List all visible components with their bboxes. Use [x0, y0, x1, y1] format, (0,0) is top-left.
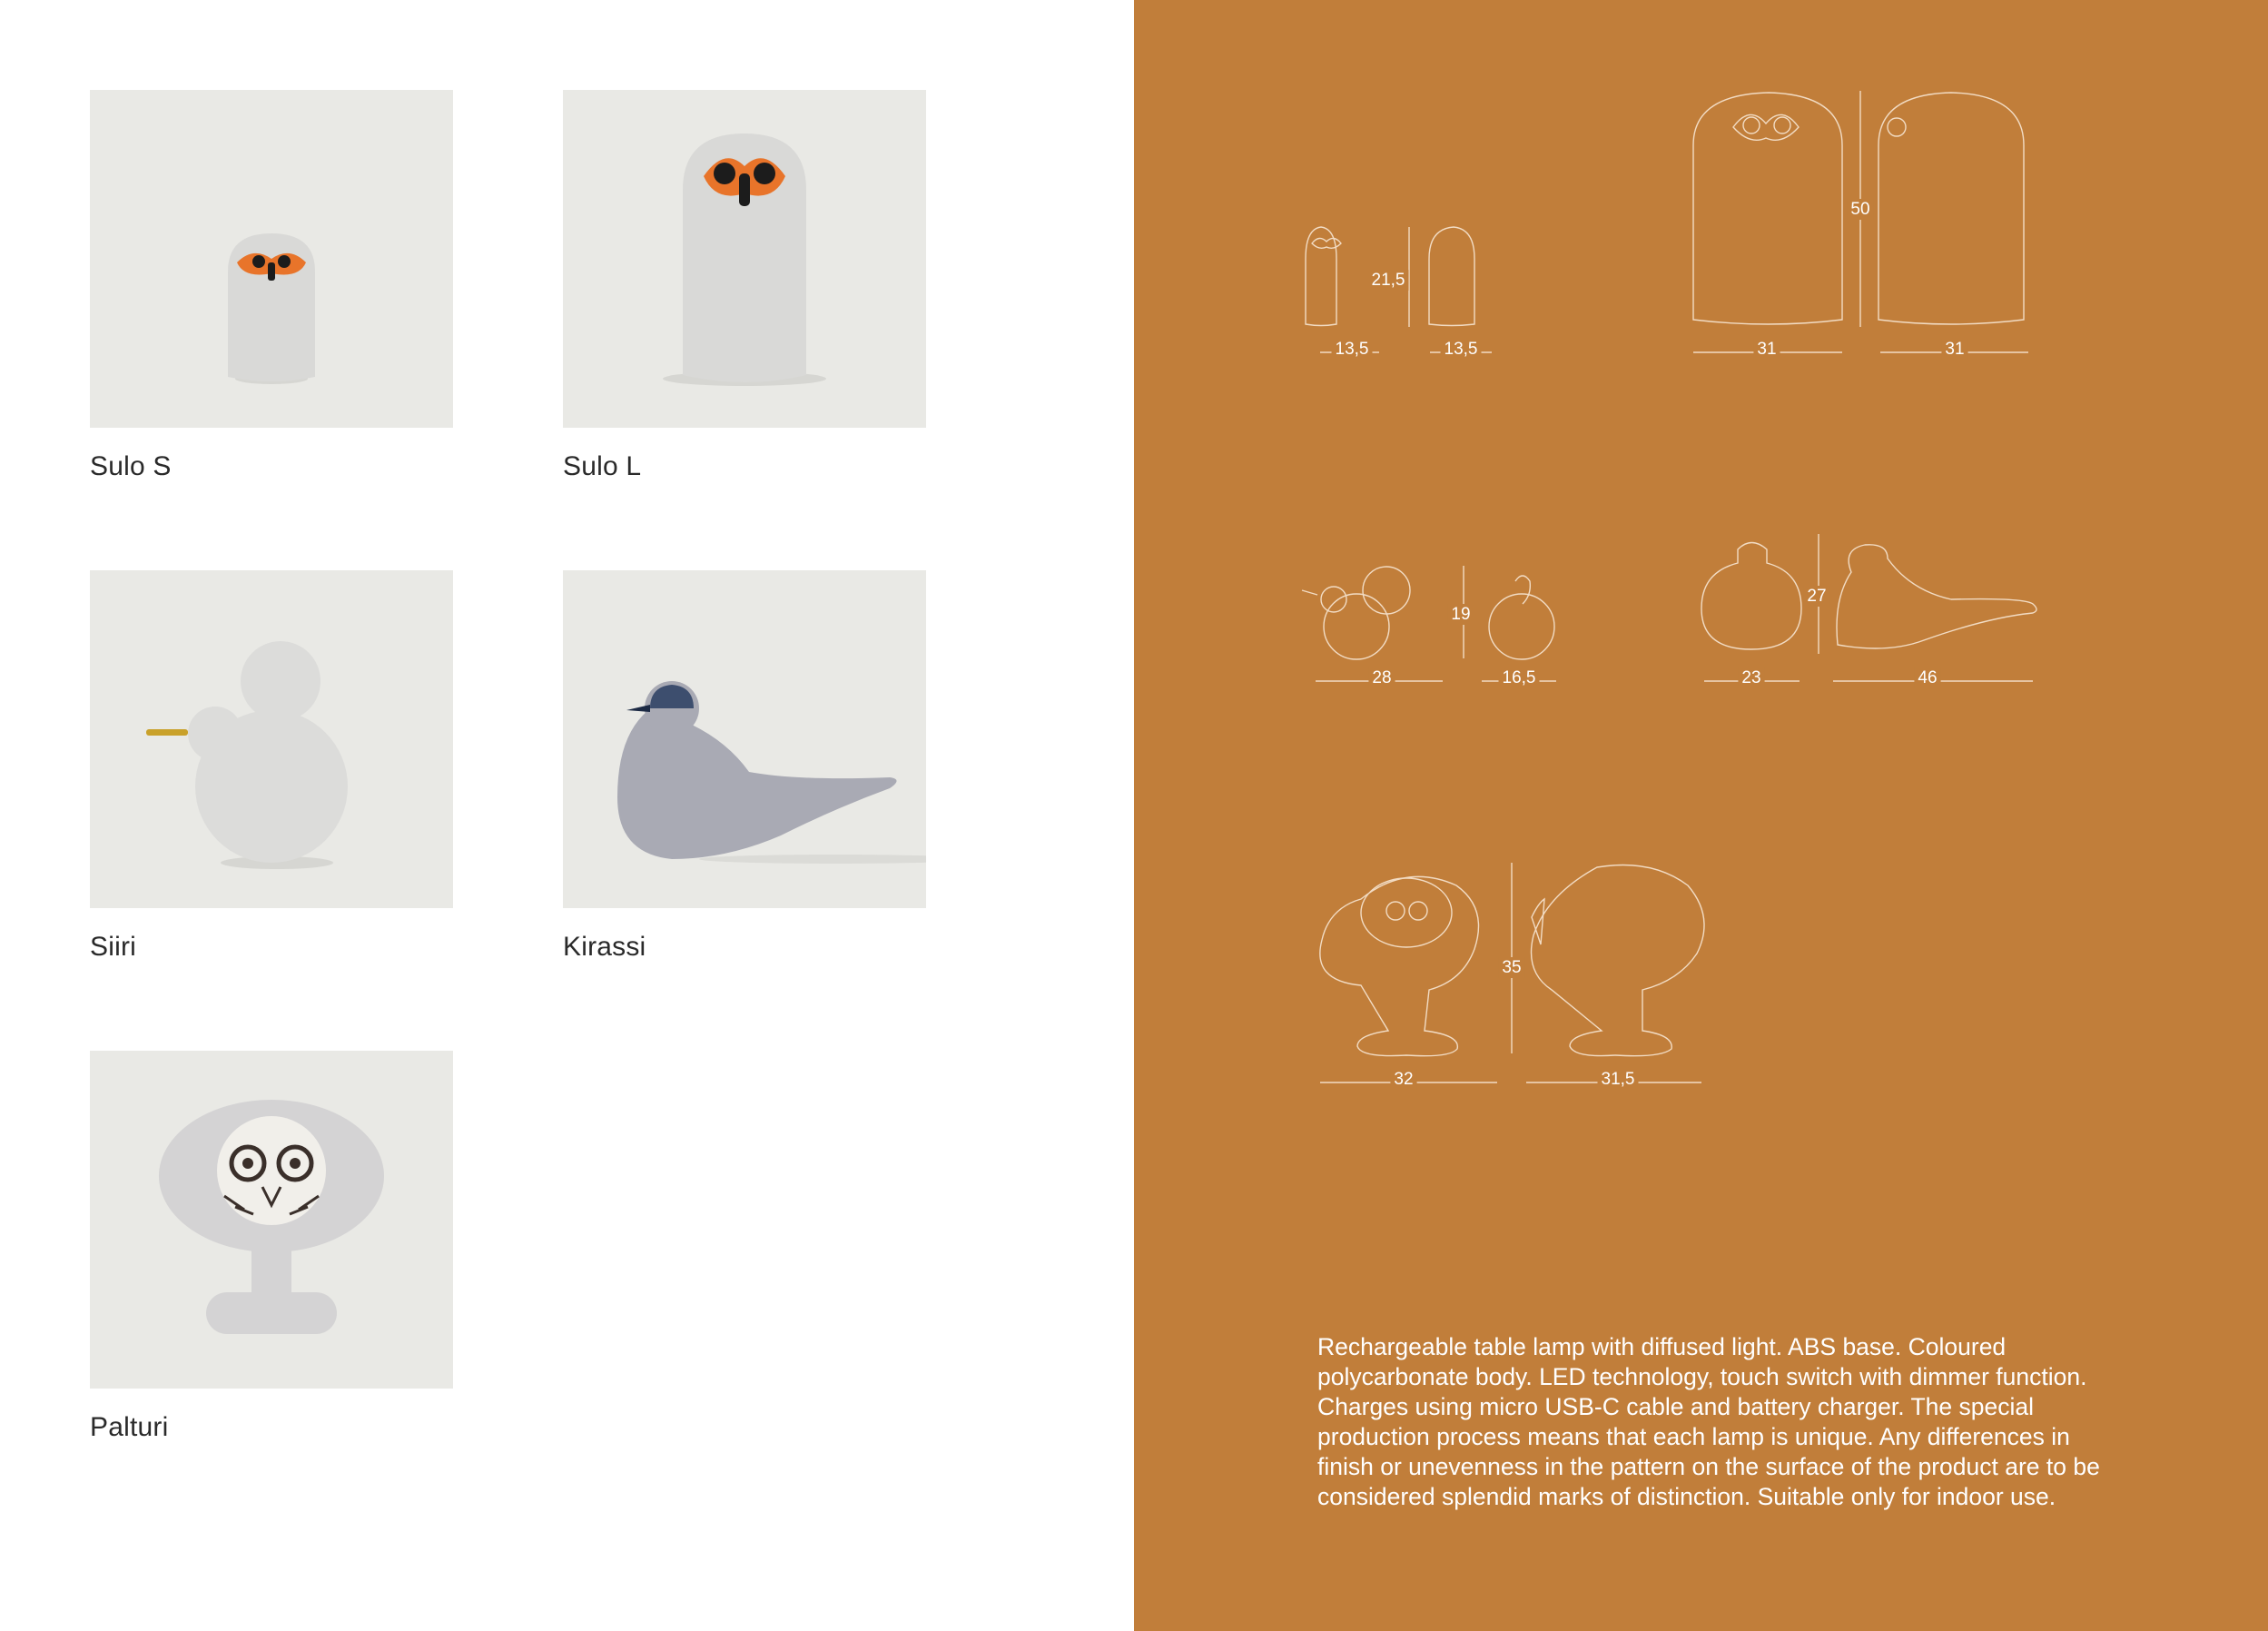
product-photo-palturi[interactable]: [90, 1051, 453, 1389]
product-name-palturi: Palturi: [90, 1412, 169, 1442]
kirassi-image: [563, 570, 926, 908]
kirassi-drawing: [1701, 534, 2036, 688]
siiri-width-front: 28: [1372, 668, 1392, 687]
product-name-kirassi: Kirassi: [563, 932, 646, 962]
siiri-image: [90, 570, 453, 908]
sulo-l-width-side: 31: [1945, 340, 1965, 359]
kirassi-width-side: 46: [1918, 668, 1938, 687]
sulo-s-height: 21,5: [1371, 271, 1405, 290]
sulo-s-image: [90, 90, 453, 428]
siiri-drawing: [1302, 566, 1556, 688]
palturi-drawing: [1320, 863, 1704, 1090]
product-photo-kirassi[interactable]: [563, 570, 926, 908]
kirassi-width-front: 23: [1741, 668, 1761, 687]
sulo-l-image: [563, 90, 926, 428]
siiri-width-side: 16,5: [1502, 668, 1536, 687]
product-photo-sulo-s[interactable]: [90, 90, 453, 428]
palturi-image: [90, 1051, 453, 1389]
product-name-sulo-l: Sulo L: [563, 451, 642, 481]
sulo-s-width-front: 13,5: [1335, 340, 1369, 359]
kirassi-height: 27: [1807, 587, 1827, 606]
product-card-palturi[interactable]: [90, 1051, 453, 1443]
product-card-sulo-s[interactable]: [90, 90, 453, 482]
product-photo-sulo-l[interactable]: [563, 90, 926, 428]
sulo-s-drawing: [1306, 227, 1492, 360]
sulo-l-height: 50: [1850, 200, 1870, 219]
siiri-height: 19: [1451, 605, 1471, 624]
product-name-sulo-s: Sulo S: [90, 451, 172, 481]
product-photo-siiri[interactable]: [90, 570, 453, 908]
technical-sheet: [1134, 0, 2268, 1631]
product-card-siiri[interactable]: [90, 570, 453, 963]
product-name-siiri: Siiri: [90, 932, 136, 962]
product-card-kirassi[interactable]: [563, 570, 926, 963]
palturi-height: 35: [1502, 958, 1522, 977]
sulo-s-width-side: 13,5: [1444, 340, 1478, 359]
product-card-sulo-l[interactable]: [563, 90, 926, 482]
sulo-l-drawing: [1693, 91, 2028, 360]
product-description: Rechargeable table lamp with diffused light. ABS base. Coloured polycarbonate body. LED technology, touch switch with dimmer function. Charges using micro USB-C cable and battery charger. The special production process means that each lamp is unique. Any differences in finish or unevenness in the pattern on the surface of the product are to be considered splendid marks of distinction. Suitable only for indoor use.: [1317, 1333, 2100, 1510]
palturi-width-front: 32: [1394, 1070, 1414, 1089]
sulo-l-width-front: 31: [1757, 340, 1777, 359]
palturi-width-side: 31,5: [1601, 1070, 1635, 1089]
